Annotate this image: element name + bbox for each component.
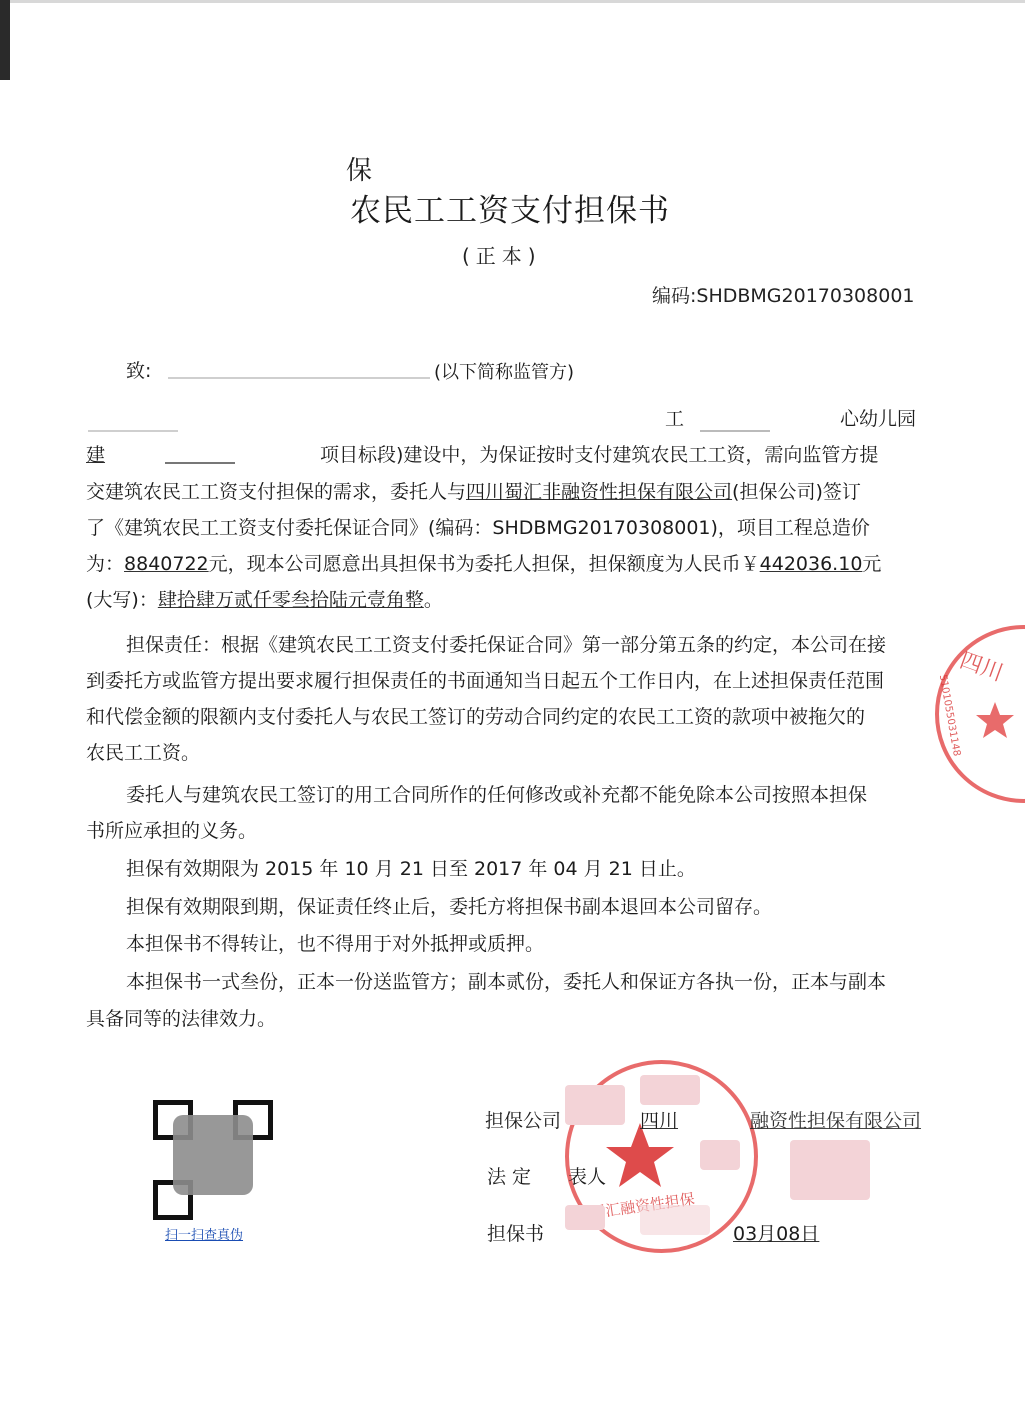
p1-line6-b: 。 <box>423 589 443 611</box>
p1-line1-a: 工 <box>665 408 685 430</box>
legal-rep-label-b: 表人 <box>568 1166 607 1188</box>
p1-line4: 了《建筑农民工工资支付委托保证合同》(编码：SHDBMG20170308001)，项目工程总造价 <box>86 517 870 539</box>
redaction-block <box>565 1205 605 1230</box>
p1-line6-a: (大写)： <box>86 589 158 611</box>
p1-line5-b: 元，现本公司愿意出具担保书为委托人担保，担保额度为人民币￥ <box>208 553 760 575</box>
guarantee-amount-words: 肆拾肆万贰仟零叁拾陆元壹角整 <box>157 589 424 611</box>
guarantor-label: 担保公司 <box>485 1110 562 1132</box>
p6-non-transferable: 本担保书不得转让，也不得用于对外抵押或质押。 <box>126 933 545 955</box>
document-code: 编码:SHDBMG20170308001 <box>652 285 915 307</box>
scan-top-edge <box>10 0 1025 3</box>
legal-rep-label-a: 法定 <box>487 1166 538 1188</box>
p1-line3-a: 交建筑农民工工资支付担保的需求，委托人与 <box>86 481 467 503</box>
redaction-block <box>640 1075 700 1105</box>
guarantor-company-name: 四川蜀汇非融资性担保有限公司 <box>466 481 733 503</box>
issue-date: 03月08日 <box>733 1223 820 1245</box>
seal-stamp-number: 5101055031148 <box>936 673 962 758</box>
p2-line2: 到委托方或监管方提出要求履行担保责任的书面通知当日起五个工作日内，在上述担保责任范围 <box>86 670 885 692</box>
guarantor-name-b: 融资性担保有限公司 <box>750 1110 922 1132</box>
qr-redaction <box>173 1115 253 1195</box>
recipient-suffix: (以下简称监管方) <box>434 362 575 383</box>
qr-caption-link[interactable]: 扫一扫查真伪 <box>165 1228 244 1243</box>
p1-line1-b: 心幼儿园 <box>840 408 917 430</box>
redacted-text <box>700 430 770 432</box>
redacted-text <box>88 430 178 432</box>
p7-line2: 具备同等的法律效力。 <box>86 1008 277 1030</box>
redacted-text <box>165 462 235 464</box>
redaction-block <box>700 1140 740 1170</box>
p4-validity: 担保有效期限为 2015 年 10 月 21 日至 2017 年 04 月 21 日止。 <box>126 858 696 880</box>
p3-line1: 委托人与建筑农民工签订的用工合同所作的任何修改或补充都不能免除本公司按照本担保 <box>126 784 868 806</box>
document-subtitle: (正本) <box>462 244 542 268</box>
recipient-prefix: 致: <box>126 360 152 382</box>
guarantor-name-a: 四川 <box>640 1110 679 1132</box>
p1-line2-a: 建 <box>86 444 106 466</box>
guarantee-amount: 442036.10 <box>759 553 863 575</box>
seal-star-icon <box>975 700 1015 740</box>
verification-qr-code[interactable] <box>153 1100 273 1220</box>
document-title: 农民工工资支付担保书 <box>350 193 670 229</box>
date-label: 担保书 <box>487 1223 545 1245</box>
p7-line1: 本担保书一式叁份，正本一份送监管方；副本贰份，委托人和保证方各执一份，正本与副本 <box>126 971 887 993</box>
redaction-block <box>790 1140 870 1200</box>
redacted-recipient <box>168 377 430 379</box>
p5-expiry: 担保有效期限到期，保证责任终止后，委托方将担保书副本退回本公司留存。 <box>126 896 773 918</box>
seal-stamp-right-text: 四川 <box>956 648 1007 687</box>
title-handwritten-mark: 保 <box>346 156 373 186</box>
p1-line5-c: 元 <box>862 553 882 575</box>
project-total-amount: 8840722 <box>124 553 209 575</box>
p2-line4: 农民工工资。 <box>86 742 201 764</box>
p1-line2-b: 项目标段)建设中，为保证按时支付建筑农民工工资，需向监管方提 <box>320 444 879 466</box>
p1-line3-b: (担保公司)签订 <box>732 481 861 503</box>
redaction-block <box>640 1205 710 1235</box>
p2-line3: 和代偿金额的限额内支付委托人与农民工签订的劳动合同约定的农民工工资的款项中被拖欠的 <box>86 706 866 728</box>
redaction-block <box>565 1085 625 1125</box>
scan-edge-shadow <box>0 0 10 80</box>
p3-line2: 书所应承担的义务。 <box>86 820 258 842</box>
p1-line5-a: 为： <box>86 553 125 575</box>
p2-line1: 担保责任：根据《建筑农民工工资支付委托保证合同》第一部分第五条的约定，本公司在接 <box>126 634 887 656</box>
